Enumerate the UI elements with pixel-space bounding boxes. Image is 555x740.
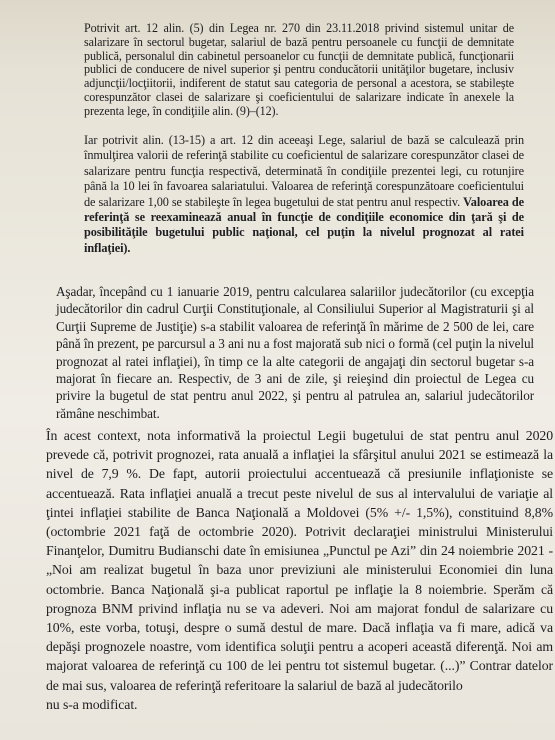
paragraph-3: Aşadar, începând cu 1 ianuarie 2019, pentru calcularea salariilor judecătorilor (cu excepţia judecătorilor din cadrul Curţii Constituţionale, al Consiliului Superior al Magistraturii şi al Curţii Supreme de Justiţie) s-a stabilit valoarea de referinţă în mărime de 2 500 de lei, care până în prezent, pe parcursul a 3 ani nu a fost majorată sub nici o formă (cel puţin la nivelul prognozat al ratei inflaţiei), în timp ce la alte categorii de angajaţi din sectorul bugetar s-a majorat în fiecare an. Respectiv, de 3 ani de zile, şi reieşind din proiectul de Legea cu privire la bugetul de stat pentru anul 2022, şi pentru al patrulea an, salariul judecătorilor rămâne neschimbat.	[56, 284, 534, 421]
paragraph-4-ending: nu s-a modificat.	[46, 696, 138, 712]
paragraph-4	[46, 426, 553, 714]
paragraph-1: Potrivit art. 12 alin. (5) din Legea nr. 270 din 23.11.2018 privind sistemul unitar de salarizare în sectorul bugetar, salariul de bază pentru persoanele cu funcţii de demnitate publică, personalul din cabinetul persoanelor cu funcţii de demnitate publică, funcţionarii publici de conducere de nivel superior şi pentru conducătorii unităţilor bugetare, inclusiv adjuncţii/locţiitorii, indiferent de statut sau categoria de personal a acestora, se stabileşte corespunzător clasei de salarizare şi coeficientului de salarizare indicate în anexele la prezenta lege, în condiţiile alin. (9)–(12).	[84, 21, 514, 118]
paragraph-2-text: Iar potrivit alin. (13-15) a art. 12 din aceeaşi Lege, salariul de bază se calculează prin înmulţirea valorii de referinţă stabilite cu coeficientul de salarizare corespunzător clasei de salarizare pentru funcţia respectivă, determinată în condiţiile prezentei legi, cu rotunjire până la 10 lei în favoarea salariatului. Valoarea de referinţă corespunzătoare coeficientului de salarizare 1,00 se stabileşte în legea bugetului de stat pentru anul respectiv.	[84, 133, 524, 209]
paragraph-2-bold-text: Valoarea de referinţă se reexaminează anual în funcţie de condiţiile economice din ţară şi de posibilităţile bugetului public naţional, cel puţin la nivelul prognozat al ratei inflaţiei).	[84, 194, 524, 255]
paragraph-4-text: În acest context, nota informativă la proiectul Legii bugetului de stat pentru anul 2020 prevede că, potrivit prognozei, rata anuală a inflaţiei la sfârşitul anului 2021 se estimează la nivel de 7,9 %. De fapt, autorii proiectului accentuează că presiunile inflaţioniste se accentuează. Rata inflaţiei anuală a trecut peste nivelul de sus al intervalului de variaţie al ţintei inflaţiei stabilite de Banca Naţională a Moldovei (5% +/- 1,5%), constituind 8,8% (octombrie 2021 faţă de octombrie 2020). Potrivit declaraţiei ministrului Ministerului Finanţelor, Dumitru Budianschi date în emisiunea „Punctul pe Azi” din 24 noiembrie 2021 - „Noi am realizat bugetul în baza unor previziuni ale ministerului Economiei din luna octombrie. Banca Naţională şi-a publicat raportul pe inflaţie la 8 noiembrie. Sperăm că prognoza BNM privind inflaţia nu se va adeveri. Noi am majorat fondul de salarizare cu 10%, este vorba, totuşi, despre o sumă destul de mare. Dacă inflaţia va fi mare, adică va depăşi prognozele noastre, vom identifica soluţii pentru a acoperi această diferenţă. Noi am majorat valoarea de referinţă cu 100 de lei pentru tot sistemul bugetar. (...)” Contrar datelor de mai sus, valoarea de referinţă referitoare la salariul de bază al judecătorilo	[46, 428, 553, 693]
paragraph-2	[84, 133, 524, 256]
